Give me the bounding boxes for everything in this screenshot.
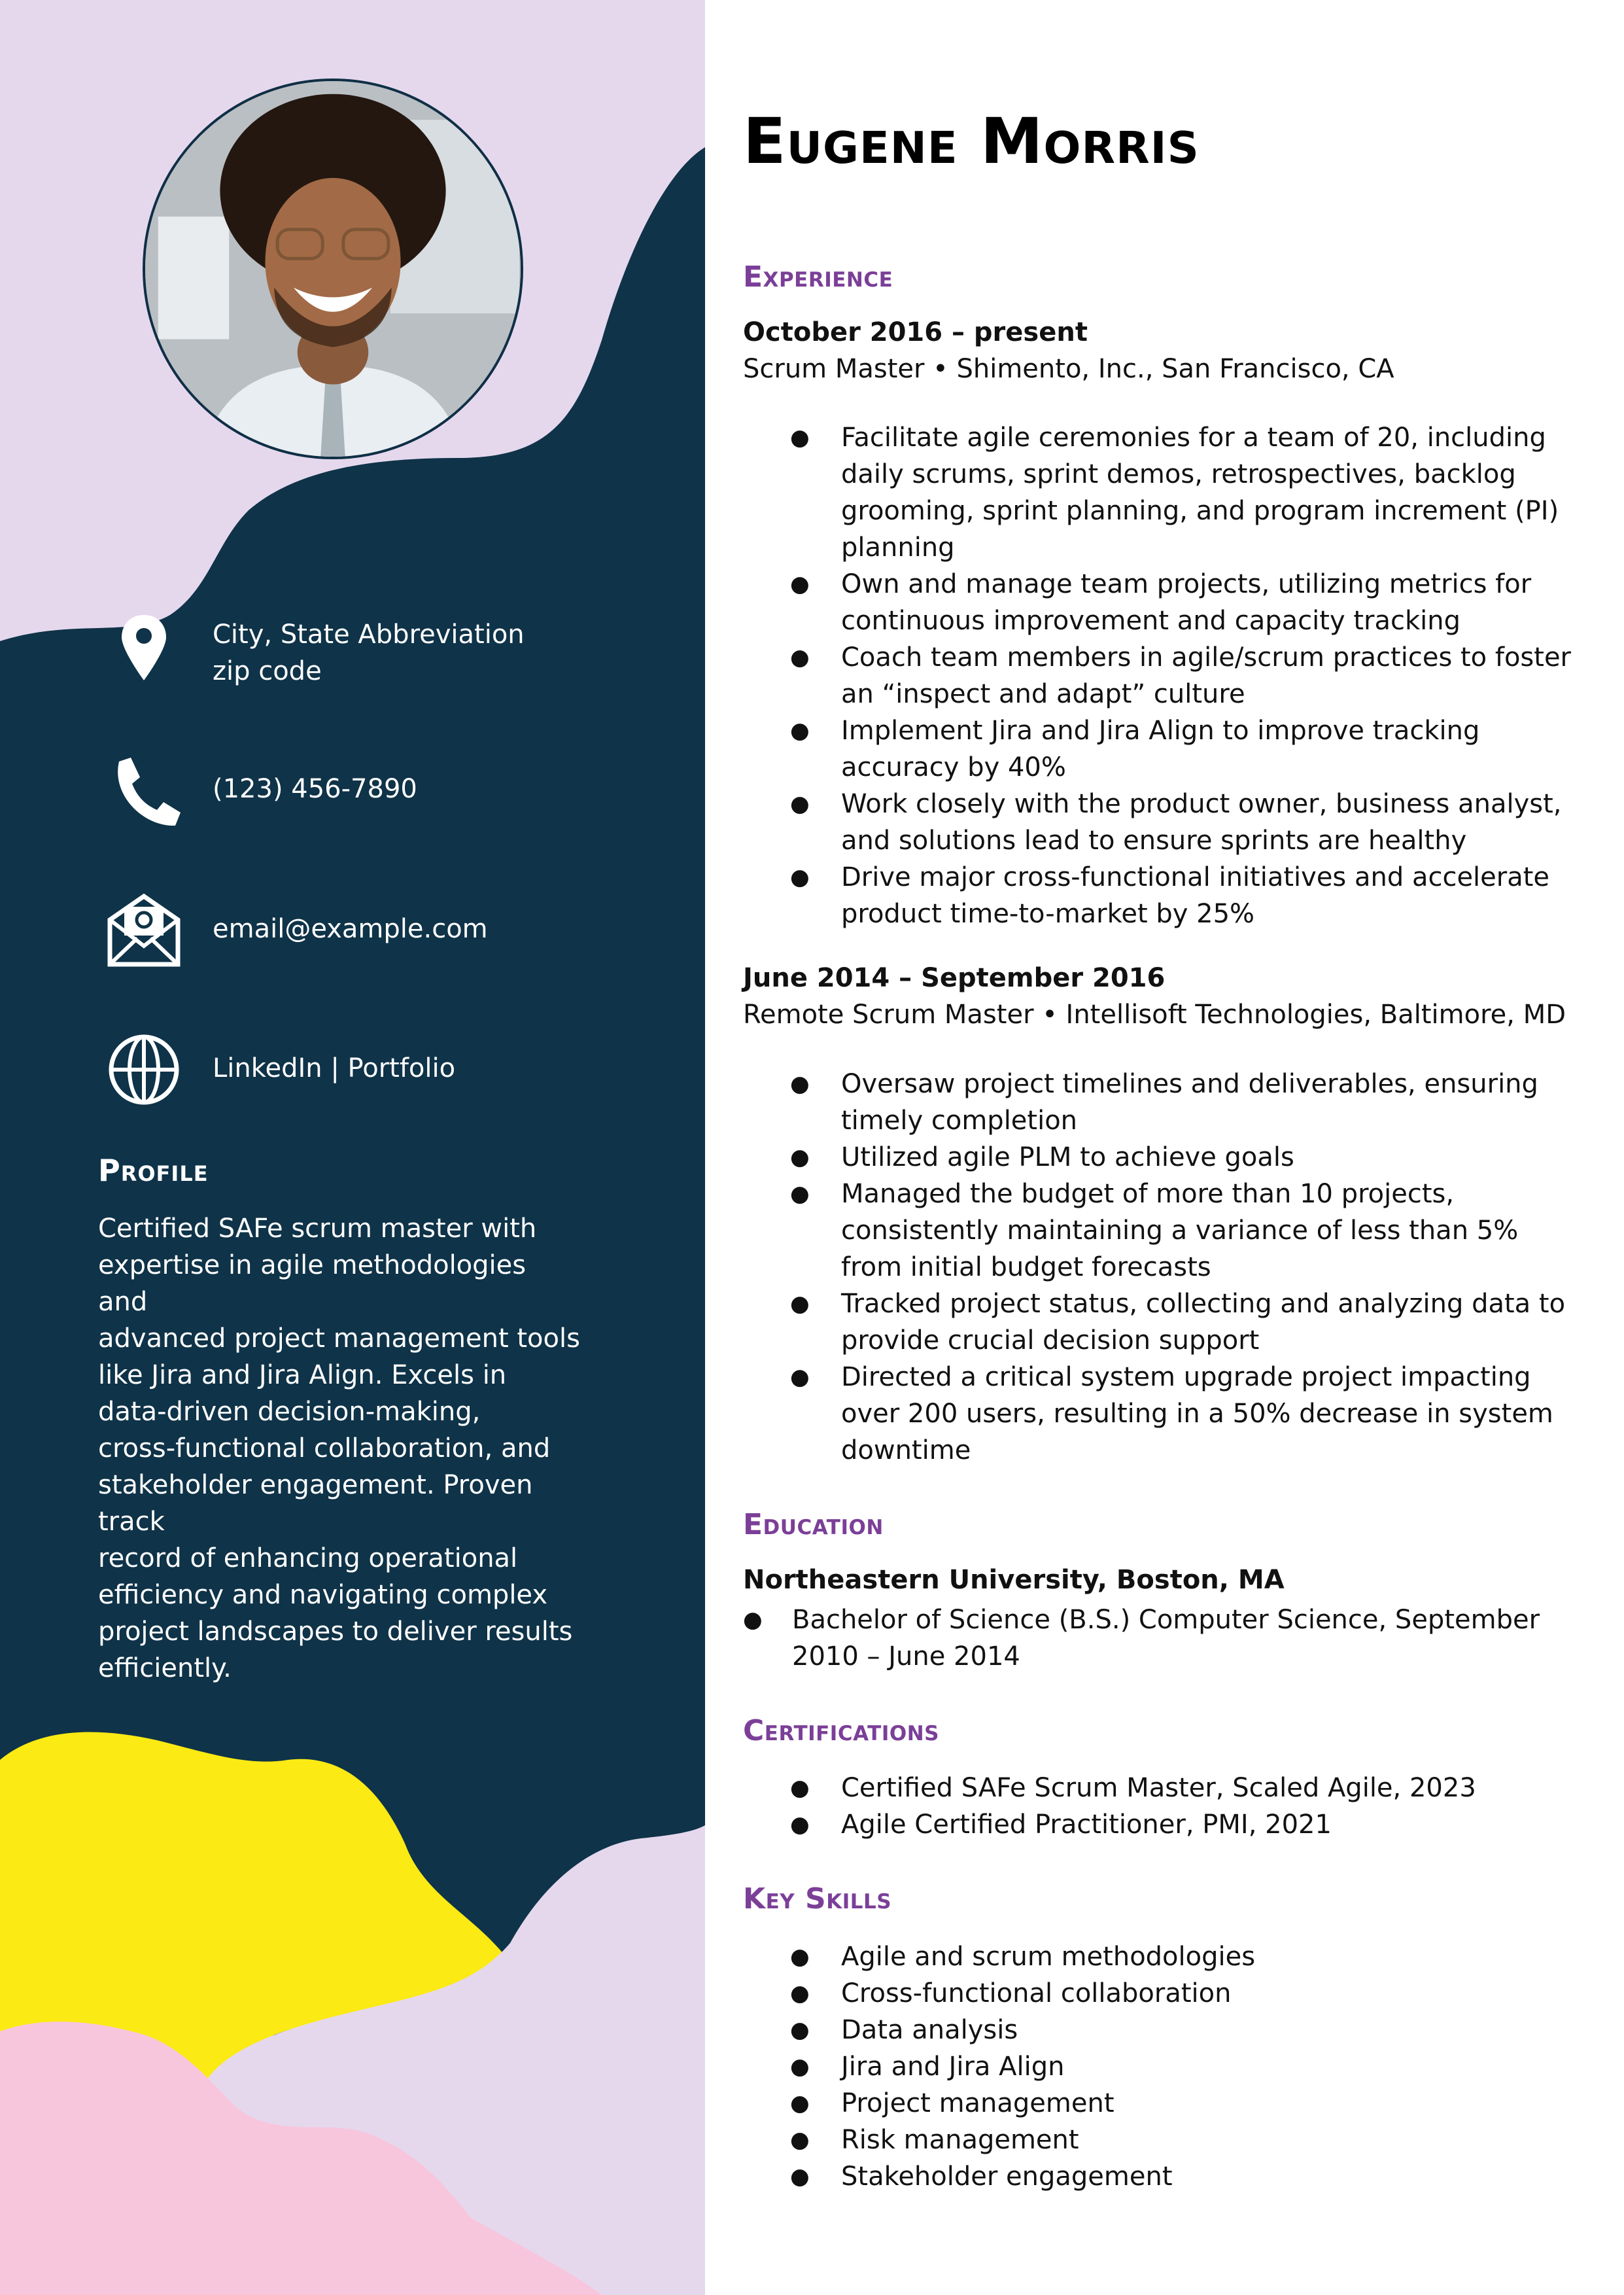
bullet-line: Utilized agile PLM to achieve goals (841, 1142, 1294, 1172)
bullet-line: Jira and Jira Align (841, 2052, 1065, 2082)
profile-photo-illustration (145, 81, 521, 457)
bullet-line: Stakeholder engagement (841, 2162, 1173, 2192)
bullet-line: Coach team members in agile/scrum practices to foster (841, 642, 1571, 673)
bullet-line: Bachelor of Science (B.S.) Computer Science, September (792, 1605, 1540, 1635)
certifications-heading: Certifications (743, 1714, 939, 1747)
bullet-line: Agile Certified Practitioner, PMI, 2021 (841, 1810, 1332, 1840)
location-line-2: zip code (213, 656, 322, 686)
bullet-line: product time-to-market by 25% (841, 899, 1255, 929)
profile-line: project landscapes to deliver results (98, 1617, 573, 1647)
bullet-line: consistently maintaining a variance of less than 5% (841, 1216, 1519, 1246)
key-skills-heading: Key Skills (743, 1882, 892, 1916)
profile-line: efficiency and navigating complex (98, 1580, 548, 1610)
bullet-icon: ● (790, 1071, 810, 1097)
certifications-list (790, 1770, 1619, 1843)
list-item (790, 1806, 1619, 1843)
list-item (790, 1770, 1619, 1806)
bullet-line: Project management (841, 2088, 1114, 2118)
bullet-icon: ● (790, 2090, 810, 2116)
bullet-line: downtime (841, 1435, 971, 1465)
location-line-1: City, State Abbreviation (213, 620, 525, 650)
list-item (790, 859, 1619, 932)
profile-line: expertise in agile methodologies and (98, 1250, 527, 1317)
experience-heading: Experience (743, 260, 893, 294)
bullet-icon: ● (790, 1144, 810, 1170)
bullet-icon: ● (790, 1944, 810, 1970)
envelope-at-icon (105, 891, 183, 970)
bullet-line: an “inspect and adapt” culture (841, 679, 1245, 709)
education-school: Northeastern University, Boston, MA (743, 1565, 1285, 1595)
profile-summary (98, 1210, 582, 1687)
list-item (790, 712, 1619, 786)
bullet-line: 2010 – June 2014 (792, 1641, 1020, 1672)
bullet-line: continuous improvement and capacity tracking (841, 606, 1461, 636)
photo-shelf (158, 217, 229, 339)
bullet-icon: ● (790, 864, 810, 890)
bullet-icon: ● (790, 425, 810, 451)
profile-line: data-driven decision-making, (98, 1397, 481, 1427)
profile-line: stakeholder engagement. Proven track (98, 1470, 533, 1537)
bullet-icon: ● (790, 644, 810, 671)
email-address[interactable]: email@example.com (213, 914, 488, 944)
bullet-icon: ● (790, 1775, 810, 1801)
bullet-line: Drive major cross-functional initiatives and accelerate (841, 862, 1550, 892)
list-item (790, 566, 1619, 639)
bullet-icon: ● (790, 571, 810, 597)
job-2-role: Remote Scrum Master • Intellisoft Technologies, Baltimore, MD (743, 1000, 1566, 1030)
list-item (790, 786, 1619, 859)
profile-line: advanced project management tools (98, 1323, 580, 1354)
bullet-line: Risk management (841, 2125, 1079, 2155)
list-item (790, 1286, 1619, 1359)
profile-line: cross-functional collaboration, and (98, 1433, 551, 1463)
list-item (790, 1139, 1619, 1176)
bullet-line: accuracy by 40% (841, 752, 1066, 782)
job-2-dates: June 2014 – September 2016 (743, 963, 1166, 993)
list-item (790, 2012, 1619, 2048)
list-item (743, 1602, 1570, 1675)
links-text[interactable]: LinkedIn | Portfolio (213, 1053, 456, 1083)
bullet-line: Facilitate agile ceremonies for a team of 20, including (841, 423, 1546, 453)
bullet-icon: ● (790, 1291, 810, 1317)
list-item (790, 639, 1619, 712)
education-bullets (743, 1602, 1570, 1675)
list-item (790, 1176, 1619, 1286)
bullet-line: Work closely with the product owner, business analyst, (841, 789, 1562, 819)
bullet-icon: ● (790, 1980, 810, 2006)
list-item (790, 1359, 1619, 1469)
bullet-line: from initial budget forecasts (841, 1252, 1211, 1282)
bullet-line: Own and manage team projects, utilizing metrics for (841, 569, 1532, 599)
list-item (790, 2048, 1619, 2085)
bullet-icon: ● (790, 718, 810, 744)
list-item (790, 1975, 1619, 2012)
list-item (790, 2085, 1619, 2122)
phone-number[interactable]: (123) 456-7890 (213, 774, 417, 804)
list-item (790, 1938, 1619, 1975)
bullet-icon: ● (790, 791, 810, 817)
job-1-dates: October 2016 – present (743, 317, 1088, 347)
bullet-line: timely completion (841, 1106, 1078, 1136)
map-pin-icon (105, 608, 183, 687)
bullet-line: over 200 users, resulting in a 50% decrease in system (841, 1399, 1553, 1429)
bullet-line: Cross-functional collaboration (841, 1978, 1232, 2008)
bullet-icon: ● (790, 1364, 810, 1390)
profile-heading: Profile (98, 1153, 209, 1188)
candidate-name: Eugene Morris (743, 105, 1200, 178)
job-2-bullets (790, 1066, 1619, 1469)
education-heading: Education (743, 1508, 884, 1541)
bullet-icon: ● (743, 1607, 763, 1633)
bullet-line: Oversaw project timelines and deliverables, ensuring (841, 1069, 1538, 1099)
bullet-line: planning (841, 533, 955, 563)
list-item (790, 419, 1619, 566)
bullet-icon: ● (790, 1812, 810, 1838)
bullet-icon: ● (790, 2164, 810, 2190)
globe-icon (105, 1030, 183, 1109)
key-skills-list (790, 1938, 1619, 2195)
profile-line: Certified SAFe scrum master with (98, 1214, 537, 1244)
list-item (790, 1066, 1619, 1139)
bullet-line: grooming, sprint planning, and program increment (PI) (841, 496, 1559, 526)
bullet-icon: ● (790, 2054, 810, 2080)
bullet-line: daily scrums, sprint demos, retrospectives, backlog (841, 459, 1516, 489)
bullet-line: and solutions lead to ensure sprints are healthy (841, 826, 1467, 856)
bullet-line: Certified SAFe Scrum Master, Scaled Agile, 2023 (841, 1773, 1476, 1803)
bullet-line: Agile and scrum methodologies (841, 1942, 1256, 1972)
profile-line: record of enhancing operational (98, 1543, 518, 1573)
profile-line: like Jira and Jira Align. Excels in (98, 1360, 507, 1390)
phone-icon (105, 752, 183, 831)
bullet-line: Implement Jira and Jira Align to improve tracking (841, 716, 1480, 746)
bullet-icon: ● (790, 2017, 810, 2043)
bullet-line: Data analysis (841, 2015, 1018, 2045)
bullet-line: Directed a critical system upgrade project impacting (841, 1362, 1531, 1392)
job-1-role: Scrum Master • Shimento, Inc., San Francisco, CA (743, 354, 1394, 384)
list-item (790, 2158, 1619, 2195)
profile-photo (143, 79, 523, 459)
job-1-bullets (790, 419, 1619, 932)
bullet-line: Tracked project status, collecting and analyzing data to (841, 1289, 1566, 1319)
bullet-line: provide crucial decision support (841, 1325, 1260, 1356)
bullet-icon: ● (790, 2127, 810, 2153)
bullet-line: Managed the budget of more than 10 projects, (841, 1179, 1455, 1209)
profile-line: efficiently. (98, 1653, 232, 1683)
bullet-icon: ● (790, 1181, 810, 1207)
list-item (790, 2122, 1619, 2158)
